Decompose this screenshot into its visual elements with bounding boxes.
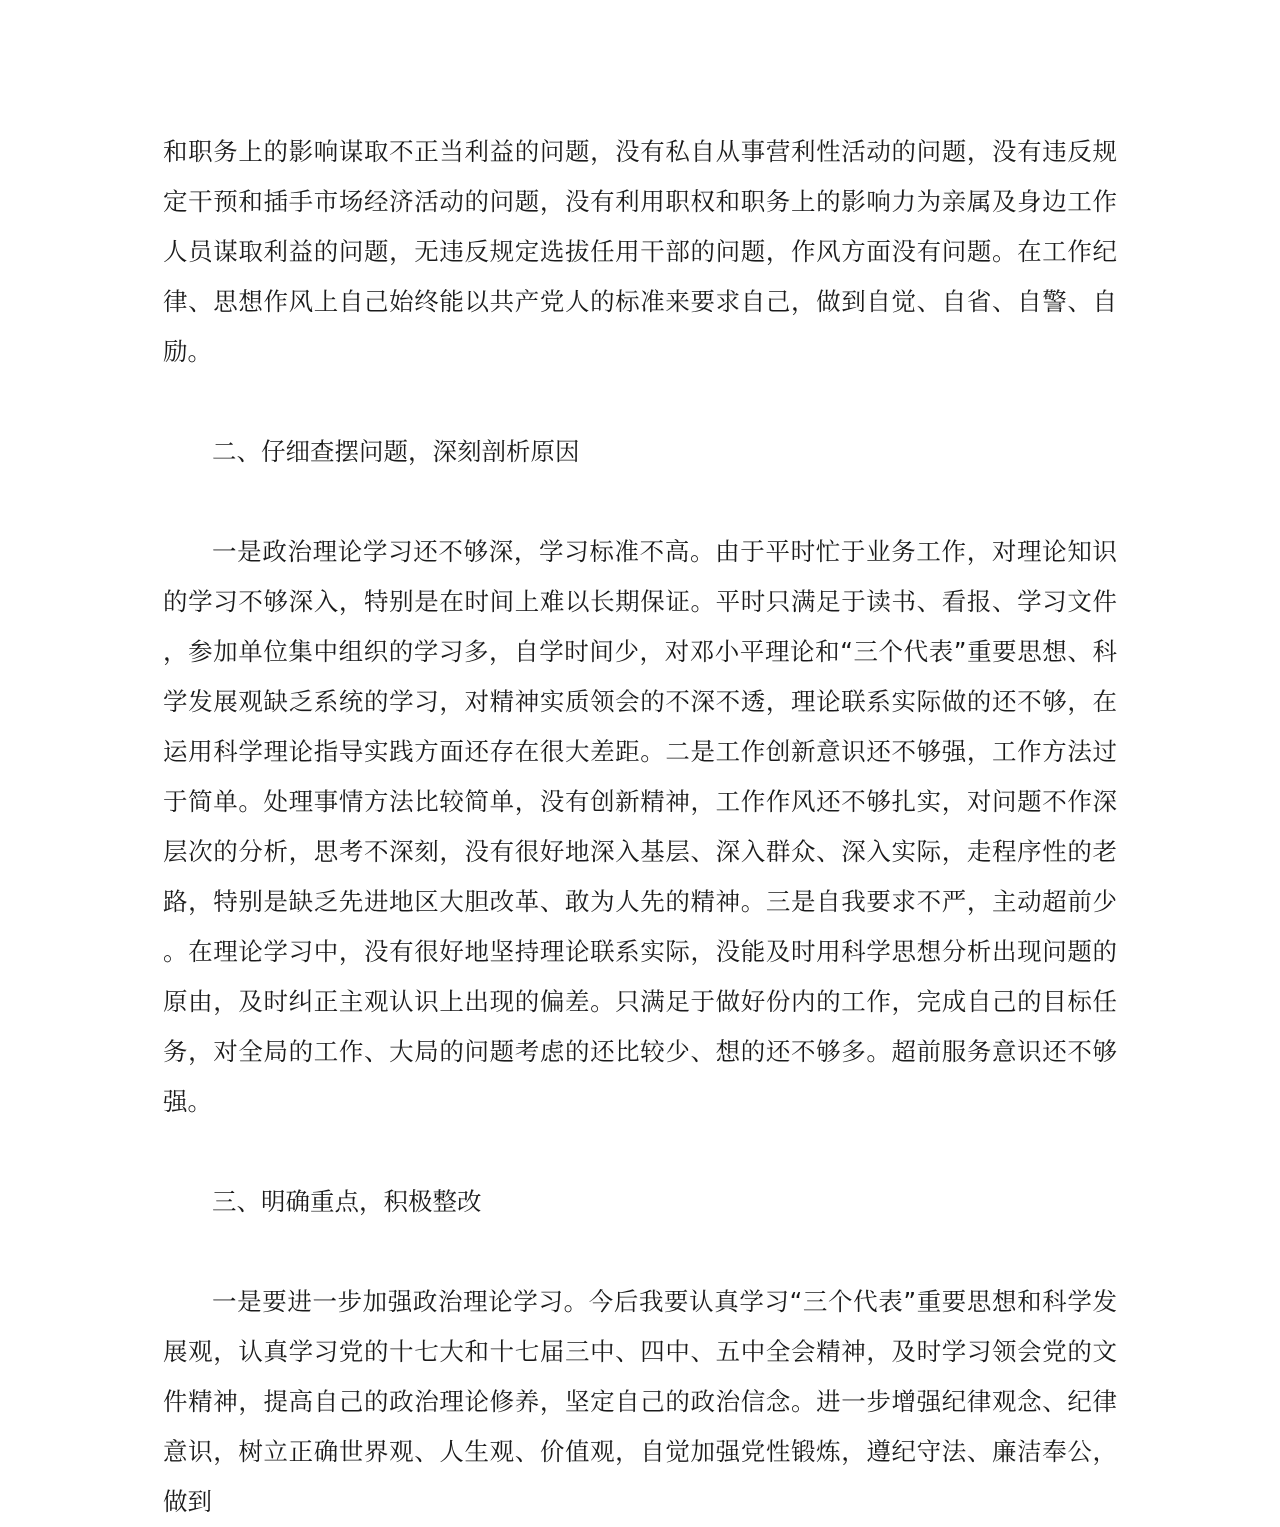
section-heading-rectification: 三、明确重点，积极整改 — [212, 1187, 482, 1216]
paragraph-problem-analysis: 一是政治理论学习还不够深，学习标准不高。由于平时忙于业务工作，对理论知识的学习不够深入，特别是在时间上难以长期保证。平时只满足于读书、看报、学习文件，参加单位集中组织的学习多，自学时间少，对邓小平理论和“三个代表”重要思想、科学发展观缺乏系统的学习，对精神实质领会的不深不透，理论联系实际做的还不够，在运用科学理论指导实践方面还存在很大差距。二是工作创新意识还不够强，工作方法过于简单。处理事情方法比较简单，没有创新精神，工作作风还不够扎实，对问题不作深层次的分析，思考不深刻，没有很好地深入基层、深入群众、深入实际，走程序性的老路，特别是缺乏先进地区大胆改革、敢为人先的精神。三是自我要求不严，主动超前少。在理论学习中，没有很好地坚持理论联系实际，没能及时用科学思想分析出现问题的原由，及时纠正主观认识上出现的偏差。只满足于做好份内的工作，完成自己的目标任务，对全局的工作、大局的问题考虑的还比较少、想的还不够多。超前服务意识还不够强。 — [163, 537, 1117, 1116]
section-heading-problem-analysis: 二、仔细查摆问题，深刻剖析原因 — [212, 437, 580, 466]
document-body — [163, 127, 1117, 1527]
paragraph-rectification: 一是要进一步加强政治理论学习。今后我要认真学习“三个代表”重要思想和科学发展观，认真学习党的十七大和十七届三中、四中、五中全会精神，及时学习领会党的文件精神，提高自己的政治理论修养，坚定自己的政治信念。进一步增强纪律观念、纪律意识，树立正确世界观、人生观、价值观，自觉加强党性锻炼，遵纪守法、廉洁奉公，做到 — [163, 1287, 1117, 1516]
paragraph-integrity-conduct: 和职务上的影响谋取不正当利益的问题，没有私自从事营利性活动的问题，没有违反规定干预和插手市场经济活动的问题，没有利用职权和职务上的影响力为亲属及身边工作人员谋取利益的问题，无违反规定选拔任用干部的问题，作风方面没有问题。在工作纪律、思想作风上自己始终能以共产党人的标准来要求自己，做到自觉、自省、自警、自励。 — [163, 137, 1117, 366]
